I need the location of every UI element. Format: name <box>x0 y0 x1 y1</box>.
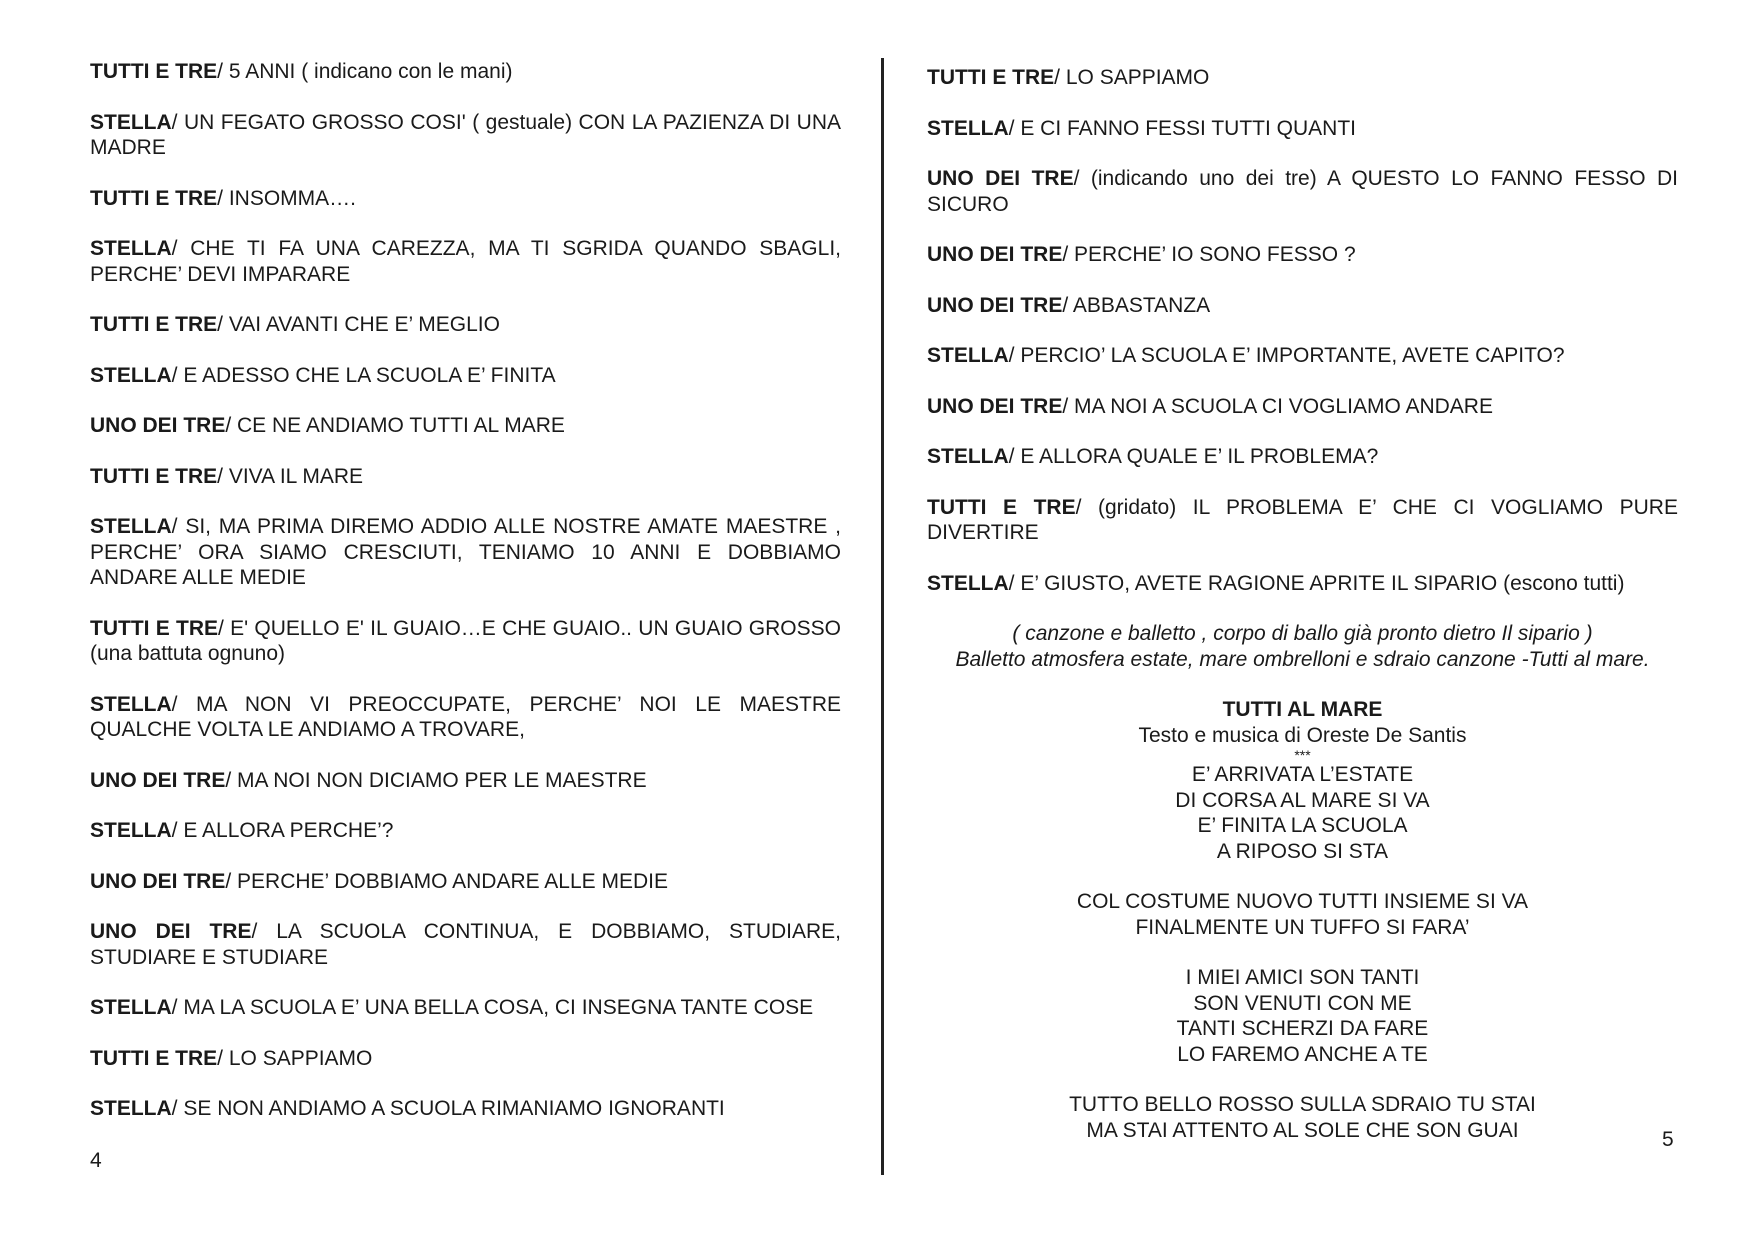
speaker-name: UNO DEI TRE <box>927 167 1074 190</box>
song-stanza <box>927 965 1678 1067</box>
speaker-name: TUTTI E TRE <box>927 66 1055 89</box>
lyric-line: FINALMENTE UN TUFFO SI FARA’ <box>1135 915 1470 939</box>
dialogue-text: / PERCHE’ IO SONO FESSO ? <box>1062 243 1356 266</box>
speaker-name: STELLA <box>90 819 172 842</box>
dialogue-line <box>90 1096 841 1122</box>
dialogue-line <box>927 116 1678 142</box>
song-title: TUTTI AL MARE <box>1222 698 1383 721</box>
speaker-name: UNO DEI TRE <box>90 869 226 893</box>
speaker-name: UNO DEI TRE <box>927 293 1063 317</box>
speaker-name: TUTTI E TRE <box>90 464 218 488</box>
speaker-name: STELLA <box>90 363 172 387</box>
dialogue-line <box>90 768 841 794</box>
lyric-line: COL COSTUME NUOVO TUTTI INSIEME SI VA <box>1076 890 1529 913</box>
speaker-name: TUTTI E TRE <box>90 60 218 83</box>
dialogue-line <box>927 166 1678 217</box>
dialogue-line <box>90 514 841 591</box>
song-lyrics <box>927 697 1678 1143</box>
song-stanza <box>927 1092 1678 1143</box>
dialogue-text: / E ALLORA PERCHE’? <box>171 819 394 842</box>
dialogue-line <box>90 869 841 895</box>
dialogue-line <box>927 571 1678 597</box>
dialogue-line <box>90 363 841 389</box>
dialogue-line <box>90 312 841 338</box>
dialogue-line <box>927 444 1678 470</box>
speaker-name: TUTTI E TRE <box>927 495 1076 519</box>
dialogue-line <box>927 242 1678 268</box>
stage-direction <box>927 621 1678 672</box>
speaker-name: UNO DEI TRE <box>90 414 226 437</box>
speaker-name: STELLA <box>90 237 172 260</box>
dialogue-line <box>90 1046 841 1072</box>
dialogue-text: / MA LA SCUOLA E’ UNA BELLA COSA, CI INSEGNA TANTE COSE <box>171 996 814 1019</box>
song-stanza <box>927 762 1678 864</box>
dialogue-text: / E' QUELLO E' IL GUAIO…E CHE GUAIO.. UN GUAIO GROSSO (una battuta ognuno) <box>90 616 841 665</box>
speaker-name: STELLA <box>90 692 172 716</box>
speaker-name: UNO DEI TRE <box>927 394 1063 418</box>
dialogue-line <box>90 919 841 970</box>
speaker-name: UNO DEI TRE <box>927 243 1063 266</box>
dialogue-text: / LO SAPPIAMO <box>217 1046 373 1070</box>
dialogue-text: / E ADESSO CHE LA SCUOLA E’ FINITA <box>171 363 556 387</box>
dialogue-text: / LO SAPPIAMO <box>1054 66 1210 89</box>
dialogue-line <box>927 495 1678 546</box>
dialogue-text: / ABBASTANZA <box>1062 293 1211 317</box>
dialogue-line <box>927 293 1678 319</box>
right-page <box>882 0 1754 1240</box>
dialogue-text: / (gridato) IL PROBLEMA E’ CHE CI VOGLIAMO PURE DIVERTIRE <box>927 495 1678 544</box>
lyric-line: E’ ARRIVATA L’ESTATE <box>1191 763 1414 786</box>
dialogue-text: / LA SCUOLA CONTINUA, E DOBBIAMO, STUDIARE, STUDIARE E STUDIARE <box>90 920 842 969</box>
lyric-line: LO FAREMO ANCHE A TE <box>1177 1042 1428 1066</box>
lyric-line: SON VENUTI CON ME <box>1193 991 1412 1015</box>
song-stanza <box>927 889 1678 940</box>
dialogue-line <box>927 343 1678 369</box>
dialogue-text: / SI, MA PRIMA DIREMO ADDIO ALLE NOSTRE AMATE MAESTRE , PERCHE’ ORA SIAMO CRESCIUTI, TENIAMO 10 ANNI E DOBBIAMO ANDARE ALLE MEDIE <box>90 515 841 589</box>
lyric-line: TANTI SCHERZI DA FARE <box>1176 1017 1429 1040</box>
speaker-name: TUTTI E TRE <box>90 313 218 336</box>
song-credit: Testo e musica di Oreste De Santis <box>1138 723 1467 747</box>
speaker-name: TUTTI E TRE <box>90 616 219 640</box>
dialogue-text: / 5 ANNI ( indicano con le mani) <box>217 60 513 83</box>
lyric-line: TUTTO BELLO ROSSO SULLA SDRAIO TU STAI <box>1069 1093 1536 1116</box>
dialogue-line <box>90 818 841 844</box>
dialogue-line <box>90 236 841 287</box>
dialogue-line <box>90 110 841 161</box>
speaker-name: STELLA <box>90 996 172 1019</box>
lyric-line: A RIPOSO SI STA <box>1216 839 1389 863</box>
dialogue-text: / UN FEGATO GROSSO COSI' ( gestuale) CON LA PAZIENZA DI UNA MADRE <box>90 110 841 159</box>
stage-direction-line: Balletto atmosfera estate, mare ombrelloni e sdraio canzone -Tutti al mare. <box>955 647 1650 671</box>
left-script-column <box>90 59 841 1122</box>
dialogue-text: / E ALLORA QUALE E’ IL PROBLEMA? <box>1008 445 1379 468</box>
speaker-name: STELLA <box>90 110 172 134</box>
speaker-name: TUTTI E TRE <box>90 1046 218 1070</box>
dialogue-line <box>927 65 1678 91</box>
dialogue-line <box>90 995 841 1021</box>
lyric-line: DI CORSA AL MARE SI VA <box>1175 788 1430 812</box>
page-number-right: 5 <box>1662 1128 1674 1151</box>
dialogue-text: / PERCHE’ DOBBIAMO ANDARE ALLE MEDIE <box>225 869 669 893</box>
dialogue-text: / E CI FANNO FESSI TUTTI QUANTI <box>1008 116 1356 140</box>
dialogue-line <box>90 692 841 743</box>
dialogue-text: / E’ GIUSTO, AVETE RAGIONE APRITE IL SIPARIO (escono tutti) <box>1008 571 1625 595</box>
speaker-name: STELLA <box>927 344 1009 367</box>
dialogue-text: / VIVA IL MARE <box>217 464 364 488</box>
dialogue-text: / CE NE ANDIAMO TUTTI AL MARE <box>225 414 565 437</box>
speaker-name: STELLA <box>927 116 1009 140</box>
dialogue-text: / INSOMMA…. <box>217 186 357 210</box>
dialogue-text: / MA NOI A SCUOLA CI VOGLIAMO ANDARE <box>1062 394 1493 418</box>
dialogue-line <box>927 394 1678 420</box>
speaker-name: UNO DEI TRE <box>90 920 252 943</box>
speaker-name: STELLA <box>927 571 1009 595</box>
dialogue-text: / (indicando uno dei tre) A QUESTO LO FANNO FESSO DI SICURO <box>927 167 1678 216</box>
lyric-line: I MIEI AMICI SON TANTI <box>1185 966 1420 989</box>
page-number-left: 4 <box>90 1149 102 1172</box>
speaker-name: UNO DEI TRE <box>90 768 226 792</box>
dialogue-text: / MA NON VI PREOCCUPATE, PERCHE’ NOI LE MAESTRE QUALCHE VOLTA LE ANDIAMO A TROVARE, <box>90 692 841 741</box>
speaker-name: TUTTI E TRE <box>90 186 218 210</box>
lyric-line: MA STAI ATTENTO AL SOLE CHE SON GUAI <box>1086 1118 1519 1142</box>
speaker-name: STELLA <box>927 445 1009 468</box>
stage-direction-line: ( canzone e balletto , corpo di ballo già pronto dietro Il sipario ) <box>1012 622 1593 645</box>
dialogue-line <box>90 464 841 490</box>
speaker-name: STELLA <box>90 1097 172 1120</box>
dialogue-text: / SE NON ANDIAMO A SCUOLA RIMANIAMO IGNORANTI <box>171 1097 725 1120</box>
dialogue-text: / VAI AVANTI CHE E’ MEGLIO <box>217 313 500 336</box>
dialogue-text: / CHE TI FA UNA CAREZZA, MA TI SGRIDA QUANDO SBAGLI, PERCHE’ DEVI IMPARARE <box>90 237 841 286</box>
dialogue-line <box>90 59 841 85</box>
speaker-name: STELLA <box>90 515 172 538</box>
dialogue-line <box>90 186 841 212</box>
lyric-line: E’ FINITA LA SCUOLA <box>1197 814 1408 837</box>
dialogue-line <box>90 616 841 667</box>
dialogue-text: / PERCIO’ LA SCUOLA E’ IMPORTANTE, AVETE CAPITO? <box>1008 344 1565 367</box>
right-script-column <box>927 65 1678 1143</box>
dialogue-text: / MA NOI NON DICIAMO PER LE MAESTRE <box>225 768 647 792</box>
song-separator: *** <box>1294 747 1311 763</box>
dialogue-line <box>90 413 841 439</box>
